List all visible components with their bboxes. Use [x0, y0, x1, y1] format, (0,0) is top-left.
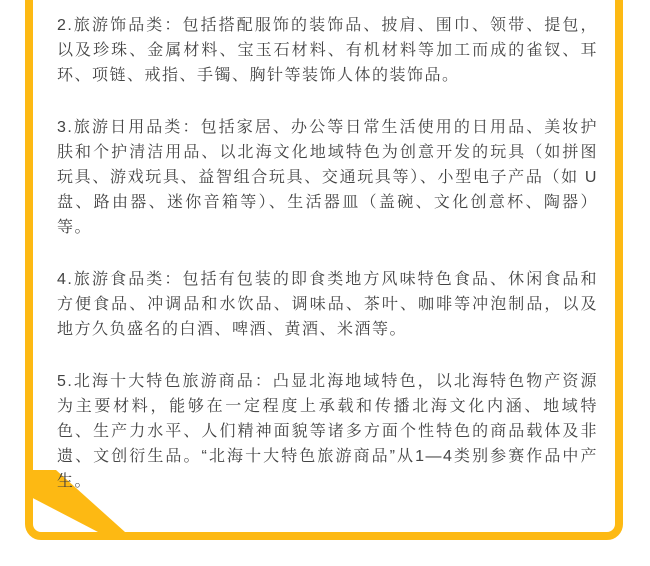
paragraph-souvenir-accessories: 2.旅游饰品类：包括搭配服饰的装饰品、披肩、围巾、领带、提包，以及珍珠、金属材料、宝玉石材料、有机材料等加工而成的雀钗、耳环、项链、戒指、手镯、胸针等装饰人体的装饰品。 — [57, 17, 598, 84]
paragraph-food-products: 4.旅游食品类：包括有包装的即食类地方风味特色食品、休闲食品和方便食品、冲调品和水饮品、调味品、茶叶、咖啡等冲泡制品，以及地方久负盛名的白酒、啤酒、黄酒、米酒等。 — [57, 271, 598, 338]
paragraph-daily-goods: 3.旅游日用品类：包括家居、办公等日常生活使用的日用品、美妆护肤和个护清洁用品、以北海文化地域特色为创意开发的玩具（如拼图玩具、游戏玩具、益智组合玩具、交通玩具等）、小型电子产品（如 U 盘、路由器、迷你音箱等）、生活器皿（盖碗、文化创意杯、陶器）等。 — [57, 119, 598, 236]
paragraph-top-ten-specialty: 5.北海十大特色旅游商品：凸显北海地域特色，以北海特色物产资源为主要材料，能够在一定程度上承载和传播北海文化内涵、地域特色、生产力水平、人们精神面貌等诸多方面个性特色的商品载体及非遗、文创衍生品。“北海十大特色旅游商品”从1—4类别参赛作品中产生。 — [57, 373, 598, 490]
article-content — [57, 0, 598, 521]
